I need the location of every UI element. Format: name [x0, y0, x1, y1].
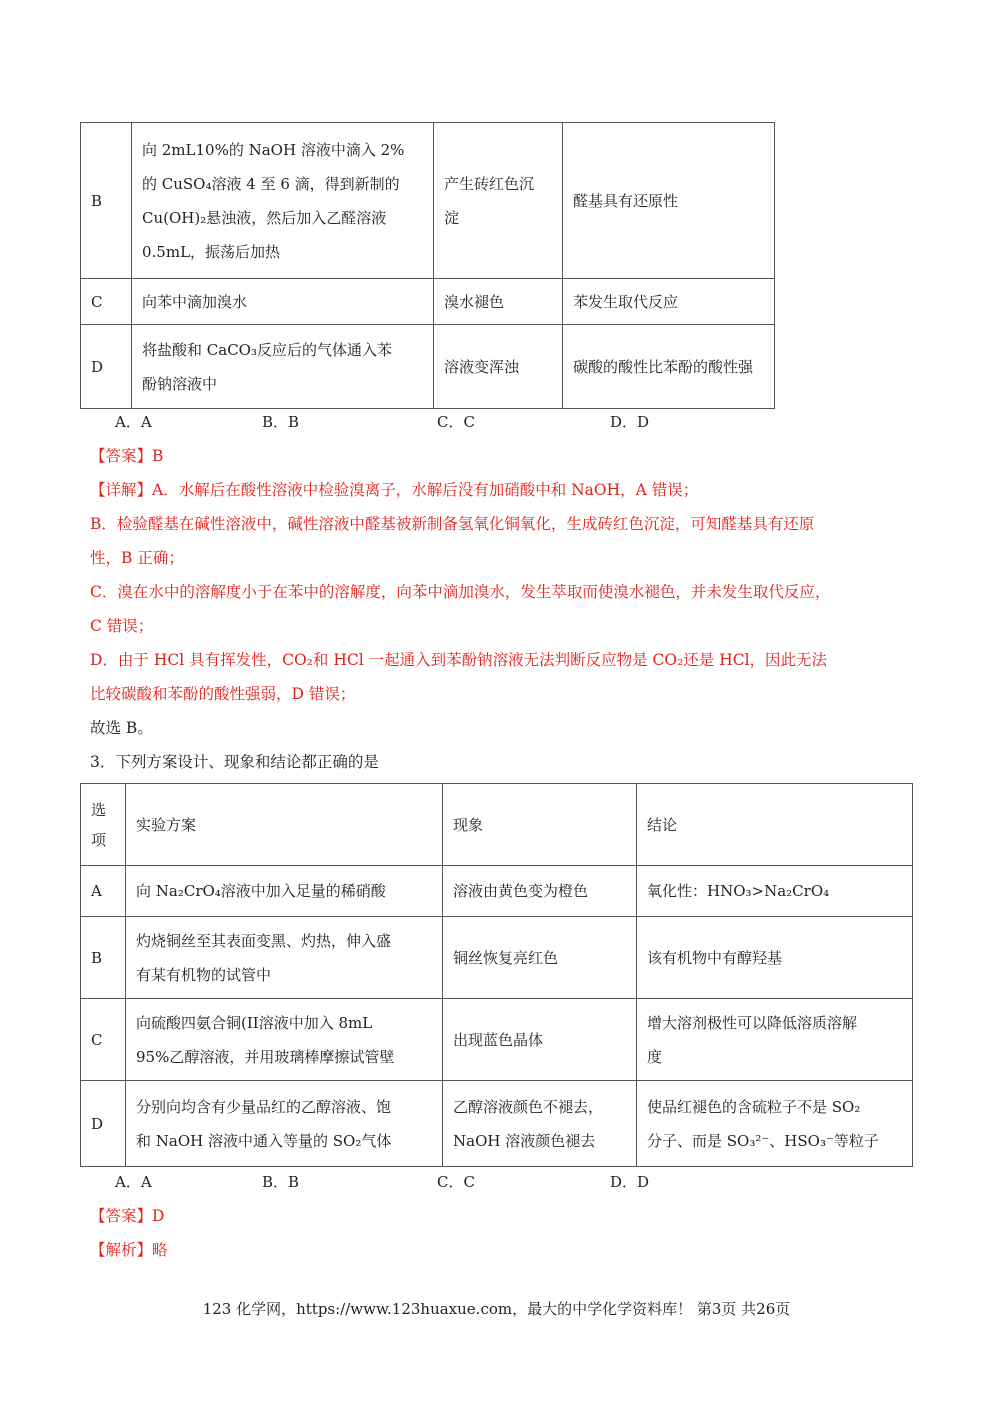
detail-line: B．检验醛基在碱性溶液中，碱性溶液中醛基被新制备氢氧化铜氧化，生成砖红色沉淀，可知醛基具有还原: [90, 515, 815, 533]
table-header-row: [81, 784, 913, 866]
detail-line: C 错误；: [90, 617, 154, 635]
option-a: A．A: [115, 413, 152, 431]
option-c: C．C: [437, 413, 475, 431]
phenomenon-cell: 溶液变浑浊: [434, 325, 563, 409]
answer-2: 【答案】D: [90, 1207, 165, 1225]
conclusion-cell: 醛基具有还原性: [563, 123, 775, 279]
conclusion-cell: 增大溶剂极性可以降低溶质溶解 度: [637, 999, 913, 1081]
phenomenon-cell: 乙醇溶液颜色不褪去， NaOH 溶液颜色褪去: [443, 1081, 637, 1167]
row-label: D: [81, 325, 132, 409]
page-footer: 123 化学网，https://www.123huaxue.com，最大的中学化学资料库！ 第3页 共26页: [202, 1300, 791, 1318]
row-label: C: [81, 279, 132, 325]
phenomenon-cell: 溴水褪色: [434, 279, 563, 325]
conclusion-cell: 苯发生取代反应: [563, 279, 775, 325]
option-b: B．B: [262, 1173, 300, 1191]
phenomenon-cell: 产生砖红色沉 淀: [434, 123, 563, 279]
option-d: D．D: [610, 413, 650, 431]
table-row: [81, 866, 913, 917]
detail-line: 比较碳酸和苯酚的酸性强弱，D 错误；: [90, 685, 356, 703]
plan-cell: 向苯中滴加溴水: [132, 279, 434, 325]
detail-line: 【详解】A．水解后在酸性溶液中检验溴离子，水解后没有加硝酸中和 NaOH，A 错误；: [90, 481, 699, 499]
option-d: D．D: [610, 1173, 650, 1191]
analysis: 【解析】略: [90, 1241, 168, 1259]
table-row: [81, 325, 775, 409]
detail-line: 性，B 正确；: [90, 549, 184, 567]
table-2: [80, 783, 913, 1167]
header-label: 选 项: [81, 784, 126, 866]
question-3: 3．下列方案设计、现象和结论都正确的是: [90, 753, 379, 771]
detail-line: D．由于 HCl 具有挥发性，CO₂和 HCl 一起通入到苯酚钠溶液无法判断反应物是 CO₂还是 HCl，因此无法: [90, 651, 828, 669]
option-c: C．C: [437, 1173, 475, 1191]
plan-cell: 向硫酸四氨合铜(II溶液中加入 8mL 95%乙醇溶液，并用玻璃棒摩擦试管壁: [126, 999, 443, 1081]
row-label: D: [81, 1081, 126, 1167]
plan-cell: 将盐酸和 CaCO₃反应后的气体通入苯 酚钠溶液中: [132, 325, 434, 409]
header-plan: 实验方案: [126, 784, 443, 866]
row-label: A: [81, 866, 126, 917]
table-row: [81, 917, 913, 999]
phenomenon-cell: 出现蓝色晶体: [443, 999, 637, 1081]
phenomenon-cell: 铜丝恢复亮红色: [443, 917, 637, 999]
conclusion-cell: 该有机物中有醇羟基: [637, 917, 913, 999]
plan-cell: 向 2mL10%的 NaOH 溶液中滴入 2% 的 CuSO₄溶液 4 至 6 滴，得到新制的 Cu(OH)₂悬浊液，然后加入乙醛溶液 0.5mL，振荡后加热: [132, 123, 434, 279]
table-row: [81, 279, 775, 325]
table-row: [81, 1081, 913, 1167]
plan-cell: 向 Na₂CrO₄溶液中加入足量的稀硝酸: [126, 866, 443, 917]
detail-line: C．溴在水中的溶解度小于在苯中的溶解度，向苯中滴加溴水，发生萃取而使溴水褪色，并未发生取代反应，: [90, 583, 831, 601]
plan-cell: 灼烧铜丝至其表面变黑、灼热，伸入盛 有某有机物的试管中: [126, 917, 443, 999]
table-1: [80, 122, 775, 409]
header-phenomenon: 现象: [443, 784, 637, 866]
option-a: A．A: [115, 1173, 152, 1191]
conclusion-cell: 碳酸的酸性比苯酚的酸性强: [563, 325, 775, 409]
row-label: B: [81, 917, 126, 999]
row-label: B: [81, 123, 132, 279]
table-row: [81, 123, 775, 279]
header-conclusion: 结论: [637, 784, 913, 866]
conclusion-cell: 使品红褪色的含硫粒子不是 SO₂ 分子、而是 SO₃²⁻、HSO₃⁻等粒子: [637, 1081, 913, 1167]
conclusion-cell: 氧化性：HNO₃>Na₂CrO₄: [637, 866, 913, 917]
plan-cell: 分别向均含有少量品红的乙醇溶液、饱 和 NaOH 溶液中通入等量的 SO₂气体: [126, 1081, 443, 1167]
answer-1: 【答案】B: [90, 447, 164, 465]
table-row: [81, 999, 913, 1081]
phenomenon-cell: 溶液由黄色变为橙色: [443, 866, 637, 917]
row-label: C: [81, 999, 126, 1081]
option-b: B．B: [262, 413, 300, 431]
choose-line: 故选 B。: [90, 719, 153, 737]
